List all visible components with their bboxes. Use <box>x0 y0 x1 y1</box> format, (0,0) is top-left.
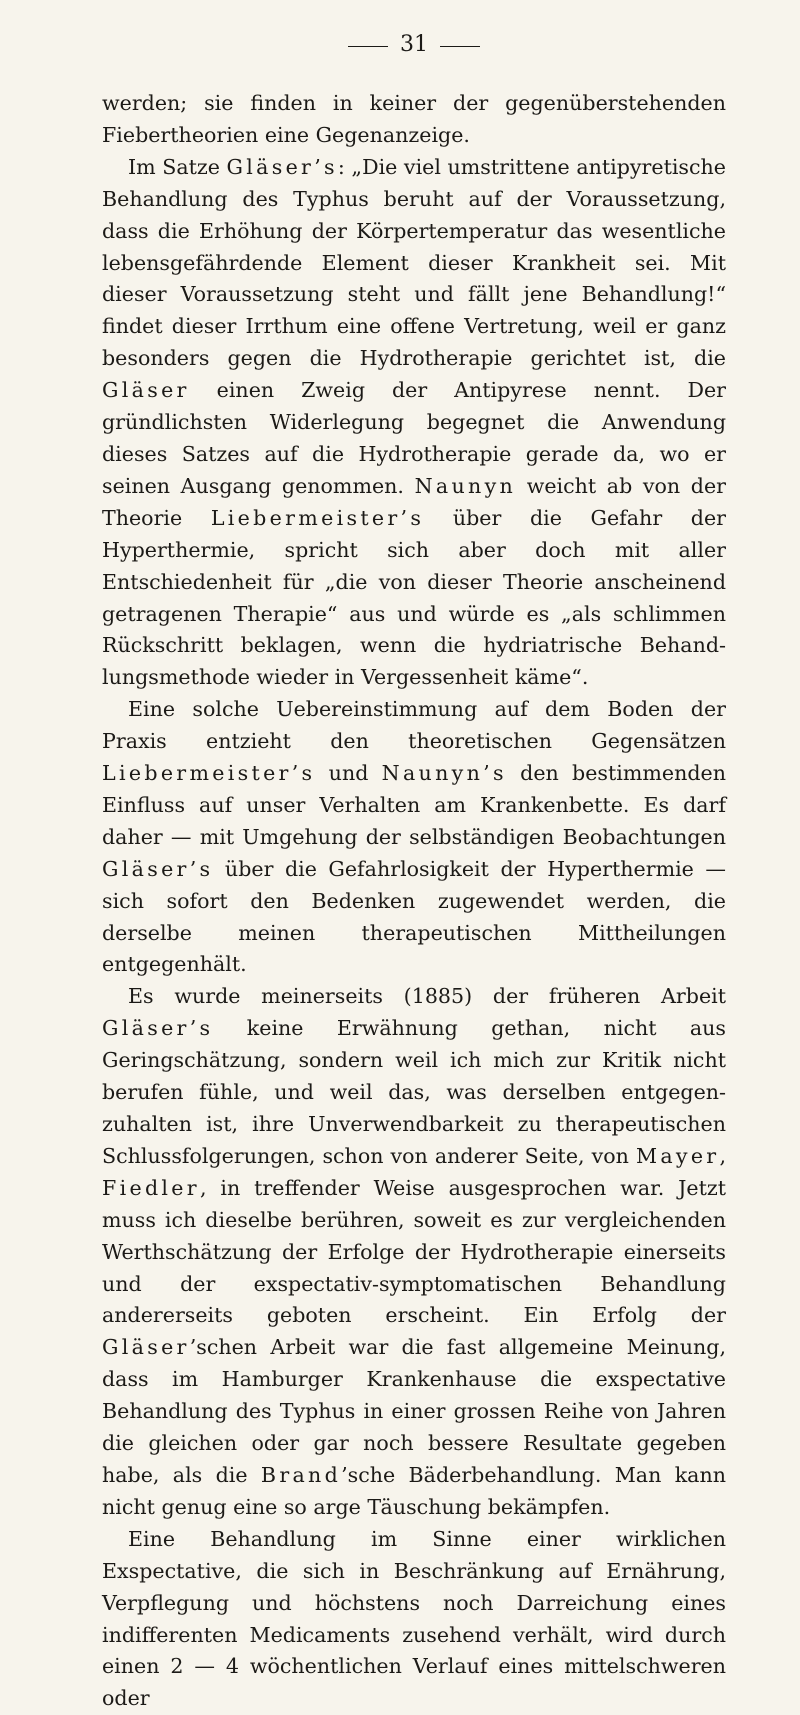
page-number: 31 <box>400 31 428 57</box>
spaced-name: Gläser’s <box>102 1016 214 1041</box>
spaced-name: Gläser <box>102 1335 190 1360</box>
header-rule-right <box>440 46 480 47</box>
text-run: , <box>719 1143 726 1168</box>
text-run: Im Satze <box>128 154 227 179</box>
text-run: den bestimmenden Einfluss auf unser Verhalten am Krankenbette. Es darf daher — mit Umgehung der selbständigen Beobachtungen <box>102 761 726 849</box>
text-run: einen Zweig der Antipyrese nennt. Der gründlichsten Widerlegung begegnet die Anwendung dieses Satzes auf die Hydrotherapie gerade da, wo er seinen Ausgang genommen. <box>102 378 726 498</box>
paragraph <box>102 694 726 981</box>
paragraph <box>102 152 726 694</box>
text-run: , in treffender Weise ausgesprochen war. Jetzt muss ich dieselbe berühren, soweit es zur vergleichenden Werthschätzung der Erfolge der Hydrotherapie einerseits und der exspectativ-symptomatischen Behandlung andererseits geboten erscheint. Ein Erfolg der <box>102 1175 726 1328</box>
text-run: Es wurde meinerseits (1885) der früheren Arbeit <box>128 984 726 1009</box>
spaced-name: Gläser <box>102 378 190 403</box>
text-run: und <box>315 761 382 786</box>
text-run: Eine Behandlung im Sinne einer wirklichen Exspectative, die sich in Beschränkung auf Ernährung, Verpflegung und höchstens noch Darreichung eines indifferenten Medicaments zusehend verhält, wird durch einen 2 — 4 wöchentlichen Verlauf eines mittelschweren oder <box>102 1526 726 1711</box>
paragraph <box>102 88 726 152</box>
text-run: : „Die viel umstrittene antipyretische Behandlung des Typhus beruht auf der Voraussetzung, dass die Erhöhung der Körpertemperatur das wesentliche lebensgefährdende Element dieser Krankheit sei. Mit dieser Voraussetzung steht und fällt jene Behandlung!“ findet dieser Irrthum eine offene Vertretung, weil er ganz besonders gegen die Hydrotherapie gerichtet ist, die <box>102 154 726 371</box>
page-header <box>102 0 726 88</box>
spaced-name: Gläser’s <box>102 856 214 881</box>
text-run: weicht ab von der Theorie <box>102 473 726 530</box>
text-run: über die Gefahrlosigkeit der Hyperthermie — sich sofort den Bedenken zugewendet werden, die derselbe meinen therapeutischen Mittheilungen entgegenhält. <box>102 856 726 977</box>
header-rule-left <box>348 46 388 47</box>
spaced-name: Brand <box>260 1462 342 1487</box>
text-run: Eine solche Uebereinstimmung auf dem Boden der Praxis entzieht den theoretischen Gegensätzen <box>102 697 726 754</box>
paragraph <box>102 1524 726 1715</box>
spaced-name: Naunyn <box>414 473 517 498</box>
text-run: werden; sie finden in keiner der gegenüberstehenden Fiebertheorien eine Gegenanzeige. <box>102 91 726 147</box>
spaced-name: Liebermeister’s <box>210 505 425 530</box>
spaced-name: Gläser’s <box>226 154 338 179</box>
body-text <box>102 88 726 1715</box>
spaced-name: Liebermeister’s <box>102 761 316 786</box>
text-run: ’sche Bäderbehandlung. Man kann nicht genug eine so arge Täuschung bekämpfen. <box>102 1462 726 1519</box>
text-run: keine Erwähnung gethan, nicht aus Geringschätzung, sondern weil ich mich zur Kritik nicht berufen fühle, und weil das, was derselben entgegenzuhalten ist, ihre Unverwendbarkeit zu therapeutischen Schlussfolgerungen, schon von anderer Seite, von <box>102 1016 726 1168</box>
text-run: ’schen Arbeit war die fast allgemeine Meinung, dass im Hamburger Krankenhause die exspectative Behandlung des Typhus in einer grossen Reihe von Jahren die gleichen oder gar noch bessere Resultate gegeben habe, als die <box>102 1335 726 1487</box>
spaced-name: Mayer <box>635 1143 720 1168</box>
paragraph <box>102 981 726 1523</box>
spaced-name: Fiedler <box>102 1175 200 1200</box>
spaced-name: Naunyn’s <box>381 761 507 786</box>
text-run: über die Gefahr der Hyperthermie, spricht sich aber doch mit aller Entschiedenheit für „die von dieser Theorie anscheinend getragenen Therapie“ aus und würde es „als schlimmen Rückschritt beklagen, wenn die hydriatrische Behandlungsmethode wieder in Vergessenheit käme“. <box>102 505 727 690</box>
